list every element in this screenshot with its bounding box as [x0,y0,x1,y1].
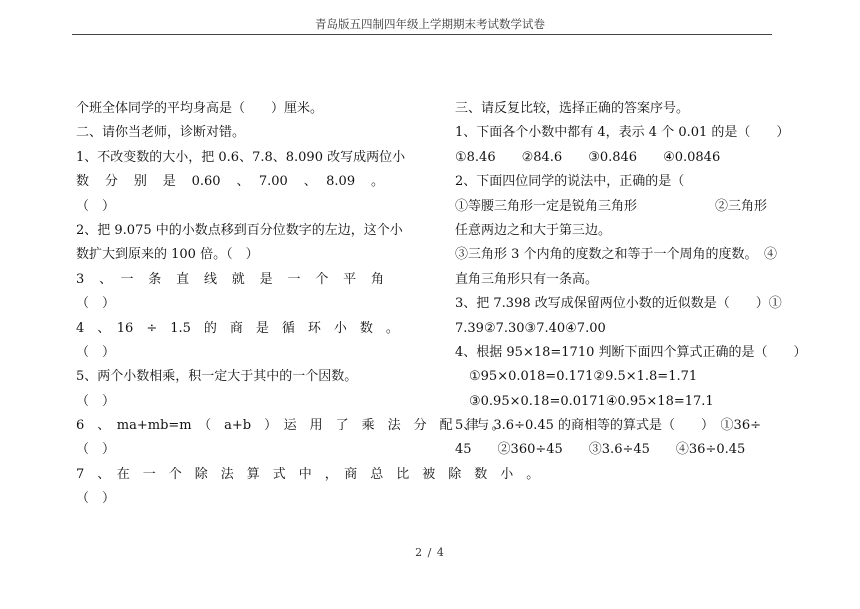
right-column-line: ①95×0.018=0.171②9.5×1.8=1.71 [469,369,698,385]
right-column-line: ①等腰三角形一定是锐角三角形 ②三角形 [455,198,768,214]
right-column-line: ③0.95×0.18=0.0171④0.95×18=17.1 [469,393,714,409]
right-column-line: ①8.46 ②84.6 ③0.846 ④0.0846 [455,149,721,165]
right-column-line: ③三角形 3 个内角的度数之和等于一个周角的度数。 ④ [455,247,778,263]
page-number: 2 / 4 [415,546,445,559]
right-column-line: 任意两边之和大于第三边。 [455,222,612,238]
right-column-line: 7.39②7.30③7.40④7.00 [455,320,606,336]
left-column-line: （ ） [76,442,116,458]
left-column-line: 二、请你当老师，诊断对错。 [76,125,246,141]
left-column-line: 2、把 9.075 中的小数点移到百分位数字的左边，这个小 [76,222,403,238]
left-column-line: （ ） [76,491,116,507]
right-column-line: 3、把 7.398 改写成保留两位小数的近似数是（ ）① [455,296,782,312]
left-column-line: （ ） [76,198,116,214]
left-column-line: 4 、 16 ÷ 1.5 的 商 是 循 环 小 数 。 [76,320,399,336]
right-column-line: 2、下面四位同学的说法中，正确的是（ [455,174,685,190]
right-column [455,97,807,463]
right-column-line: 5、与 3.6÷0.45 的商相等的算式是（ ） ①36÷ [455,418,761,434]
right-column-line: 直角三角形只有一条高。 [455,271,599,287]
left-column-line: （ ） [76,344,116,360]
right-column-line: 1、下面各个小数中都有 4，表示 4 个 0.01 的是（ ） [455,125,790,141]
header-divider [72,34,772,35]
left-column-line: （ ） [76,393,116,409]
left-column-line: 数 分 别 是 0.60 、 7.00 、 8.09 。 [76,174,384,190]
right-column-line: 4、根据 95×18=1710 判断下面四个算式正确的是（ ） [455,344,807,360]
left-column-line: （ ） [76,296,116,312]
left-column-line: 个班全体同学的平均身高是（ ）厘米。 [76,101,324,116]
left-column-line: 数扩大到原来的 100 倍。（ ） [76,247,259,263]
right-column-line: 三、请反复比较，选择正确的答案序号。 [455,101,690,116]
page-header: 青岛版五四制四年级上学期期末考试数学试卷 [315,17,545,31]
right-column-line: 45 ②360÷45 ③3.6÷45 ④36÷0.45 [455,442,746,458]
left-column-line: 7 、 在 一 个 除 法 算 式 中 ， 商 总 比 被 除 数 小 。 [76,466,540,482]
left-column-line: 5、两个小数相乘，积一定大于其中的一个因数。 [76,369,358,385]
left-column-line: 6 、 ma+mb=m （ a+b ） 运 用 了 乘 法 分 配 律 。 [76,418,505,434]
left-column-line: 3 、 一 条 直 线 就 是 一 个 平 角 [76,271,384,287]
left-column-line: 1、不改变数的大小，把 0.6、7.8、8.090 改写成两位小 [76,149,406,165]
